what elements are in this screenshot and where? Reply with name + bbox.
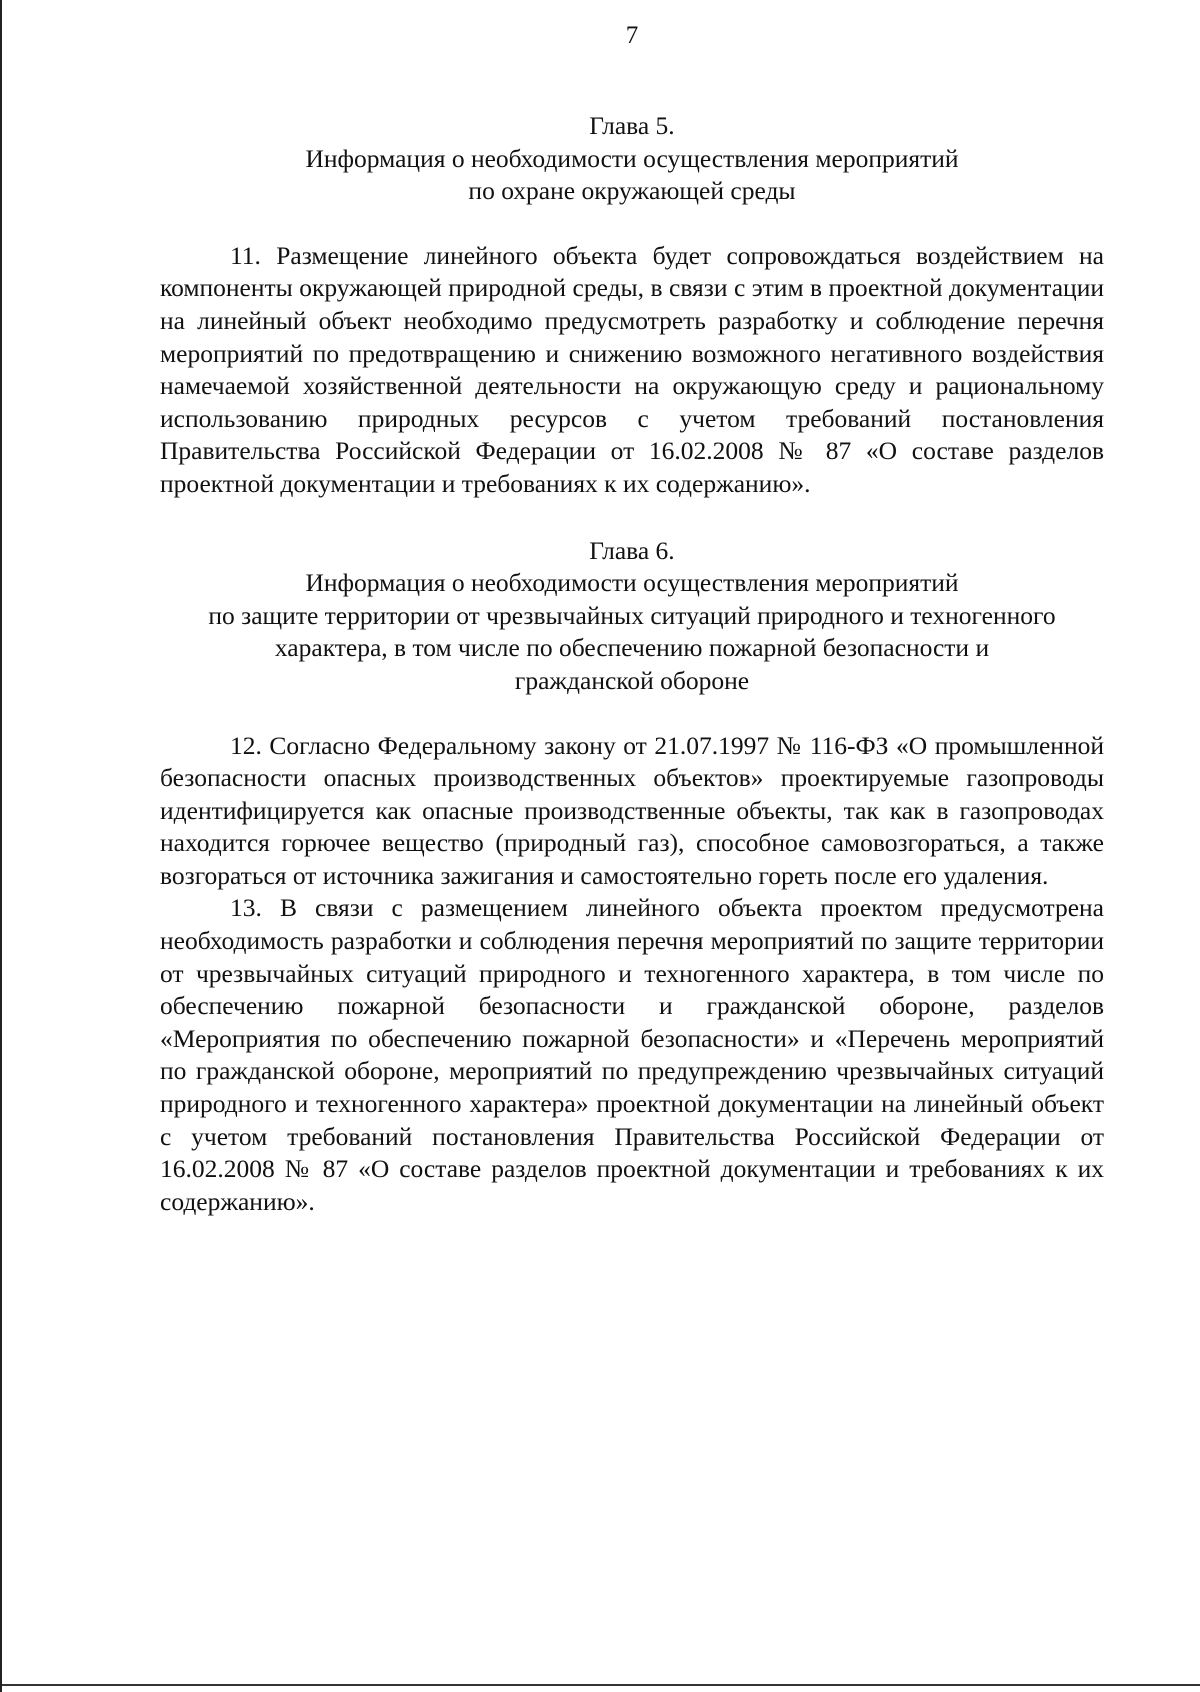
- chapter-6-subtitle-line: гражданской обороне: [514, 665, 750, 695]
- chapter-6-title: Глава 6.: [589, 535, 675, 565]
- chapter-5-title: Глава 5.: [589, 111, 675, 140]
- chapter-6-subtitle-line: Информация о необходимости осуществления мероприятий: [305, 568, 959, 598]
- paragraph-12: 12. Согласно Федеральному закону от 21.07.1997 № 116-ФЗ «О промышленной безопасности опасных производственных объектов» проектируемые газопроводы идентифицируется как опасные производственные объекты, так как в газопроводах находится горючее вещество (природный газ), способное самовозгораться, а также возгораться от источника зажигания и самостоятельно гореть после его удаления.: [160, 730, 1104, 890]
- spacer: [160, 501, 1104, 535]
- paragraph-13: 13. В связи с размещением линейного объекта проектом предусмотрена необходимость разработки и соблюдения перечня мероприятий по защите территории от чрезвычайных ситуаций природного и техногенного характера, в том числе по обеспечению пожарной безопасности и гражданской обороне, разделов «Мероприятия по обеспечению пожарной безопасности» и «Перечень мероприятий по гражданской обороне, мероприятий по предупреждению чрезвычайных ситуаций природного и техногенного характера» проектной документации на линейный объект с учетом требований постановления Правительства Российской Федерации от 16.02.2008 № 87 «О составе разделов проектной документации и требованиях к их содержанию».: [160, 893, 1104, 1216]
- page-number: 7: [625, 22, 639, 49]
- chapter-6-subtitle-line: по защите территории от чрезвычайных ситуаций природного и техногенного: [208, 600, 1056, 630]
- document-body: [160, 110, 1104, 1218]
- scan-edge-line: [2, 1684, 1200, 1686]
- spacer: [160, 208, 1104, 240]
- chapter-6-subtitle-line: характера, в том числе по обеспечению пожарной безопасности и: [274, 633, 990, 663]
- chapter-5-subtitle-line: по охране окружающей среды: [468, 176, 796, 206]
- spacer: [160, 698, 1104, 730]
- chapter-5-heading: [160, 110, 1104, 208]
- chapter-6-heading: [160, 535, 1104, 698]
- chapter-5-subtitle-line: Информация о необходимости осуществления мероприятий: [305, 143, 959, 173]
- paragraph-11: 11. Размещение линейного объекта будет сопровождаться воздействием на компоненты окружающей природной среды, в связи с этим в проектной документации на линейный объект необходимо предусмотреть разработку и соблюдение перечня мероприятий по предотвращению и снижению возможного негативного воздействия намечаемой хозяйственной деятельности на окружающую среду и рациональному использованию природных ресурсов с учетом требований постановления Правительства Российской Федерации от 16.02.2008 № 87 «О составе разделов проектной документации и требованиях к их содержанию».: [160, 240, 1104, 498]
